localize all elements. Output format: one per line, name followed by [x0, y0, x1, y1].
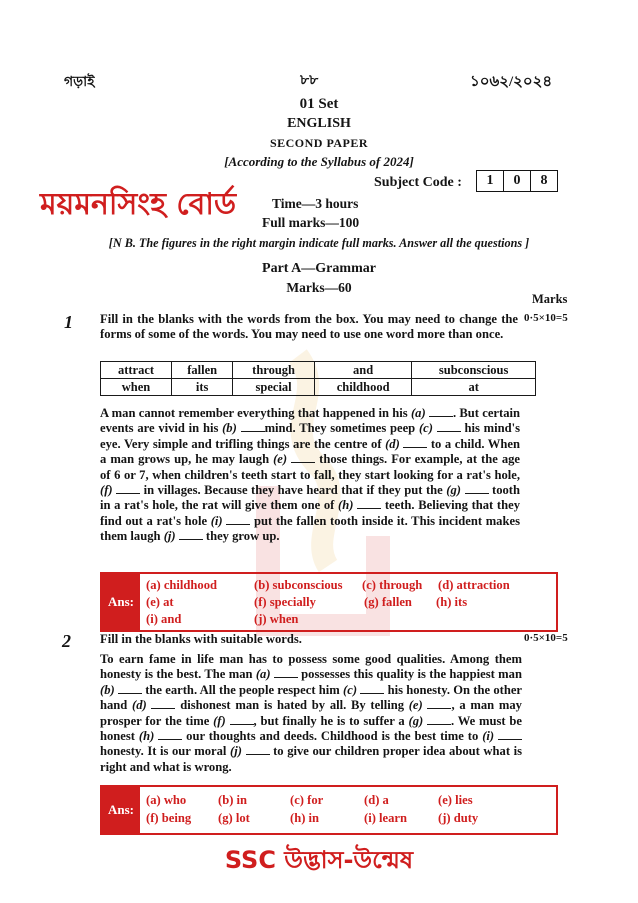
passage-text: dishonest man is hated by all. By telling: [180, 698, 404, 713]
subject-code-digit: 0: [504, 170, 531, 192]
part-title: Part A—Grammar: [262, 261, 376, 276]
passage-text: our thoughts and deeds. Childhood is the best time to: [186, 729, 479, 744]
q1-passage: [100, 406, 520, 545]
answer-item: (h) its: [436, 595, 468, 609]
passage-text: tooth in a rat's hole, the rat will give them one of: [100, 483, 521, 513]
answer-item: (d) a: [364, 793, 389, 807]
answer-item: (f) specially: [254, 595, 316, 609]
passage-text: . We must be honest: [100, 713, 522, 744]
blank-label: (j): [230, 744, 242, 759]
answer-item: (b) subconscious: [254, 578, 343, 592]
syllabus-note: [According to the Syllabus of 2024]: [224, 154, 414, 169]
blank-line: [427, 699, 451, 709]
q1-instruction: Fill in the blanks with the words from the box. You may need to change the forms of some of the words. You may need to use one word more than once.: [100, 312, 518, 342]
blank-label: (b): [100, 682, 115, 697]
q2-instruction: Fill in the blanks with suitable words.: [100, 632, 302, 646]
passage-text: in villages. Because they have heard that if they put the: [143, 483, 443, 498]
blank-line: [437, 422, 461, 432]
answer-item: (g) lot: [218, 811, 250, 825]
set-number: 01 Set: [299, 96, 339, 112]
word-box-cell: childhood: [314, 379, 411, 396]
blank-label: (d): [132, 698, 147, 713]
blank-label: (h): [138, 729, 155, 744]
word-box-cell: its: [172, 379, 233, 396]
blank-line: [179, 530, 203, 540]
marks-column-head: Marks: [532, 292, 568, 306]
subject-code-boxes: [476, 170, 558, 192]
header-left: গড়াই: [64, 75, 95, 90]
blank-line: [151, 699, 175, 709]
passage-text: . But certain events are vivid in his: [100, 406, 520, 436]
answer-item: (j) duty: [438, 811, 479, 825]
blank-label: (g): [408, 713, 424, 728]
full-marks: Full marks—100: [262, 215, 360, 230]
blank-line: [226, 515, 250, 525]
passage-text: those things. For example, at the age of 6 or 7, when children's teeth start to fall, they start looking for a rat's hole,: [100, 452, 521, 482]
passage-text: to a child. When a man grows up, he may laugh: [100, 436, 520, 467]
word-box-cell: subconscious: [412, 362, 536, 379]
q1-answer-box: [100, 572, 558, 632]
blank-line: [116, 484, 140, 494]
blank-label: (f): [213, 713, 226, 728]
subject-code-label: Subject Code :: [374, 175, 462, 190]
answer-item: (j) when: [254, 612, 299, 626]
subject-title: ENGLISH: [287, 116, 351, 131]
passage-text: his mind's eye. Very simple and trifling things are the centre of: [100, 421, 521, 451]
blank-line: [429, 407, 453, 417]
answer-item: (f) being: [146, 811, 192, 825]
passage-text: To earn fame in life man has to possess some good qualities. Among them honesty is the best. The man: [100, 652, 522, 682]
q2-passage: [100, 652, 522, 775]
blank-line: [357, 499, 381, 509]
passage-text: the earth. All the people respect him: [145, 682, 340, 697]
blank-label: (i): [210, 513, 223, 528]
passage-text: honesty. It is our moral: [100, 744, 227, 759]
word-box-row: [101, 362, 536, 379]
blank-line: [274, 668, 298, 678]
blank-label: (c): [418, 421, 433, 436]
word-box-cell: attract: [101, 362, 172, 379]
q2-answer-box: [100, 785, 558, 835]
answer-item: (i) and: [146, 612, 182, 626]
answer-item: (a) who: [146, 793, 187, 807]
question-number-2: 2: [62, 631, 71, 651]
answer-item: (i) learn: [364, 811, 408, 825]
passage-text: mind. They sometimes peep: [264, 421, 416, 436]
word-box-cell: at: [412, 379, 536, 396]
blank-line: [291, 453, 315, 463]
answer-label: Ans:: [102, 787, 140, 833]
blank-label: (h): [338, 498, 354, 513]
blank-line: [158, 730, 182, 740]
word-box-row: [101, 379, 536, 396]
blank-label: (a): [410, 406, 426, 420]
blank-label: (d): [385, 436, 400, 451]
blank-label: (b): [222, 421, 237, 436]
answer-item: (h) in: [290, 811, 320, 825]
passage-text: , a man may prosper for the time: [100, 698, 522, 728]
passage-text: , but finally he is to suffer a: [253, 713, 405, 728]
word-box: [100, 361, 536, 396]
passage-text: his honesty. On the other hand: [100, 682, 522, 713]
blank-line: [498, 730, 522, 740]
header-page-number: ৮৮: [300, 73, 319, 88]
q1-marks: 0·5×10=5: [524, 312, 568, 324]
board-name: ময়মনসিংহ বোর্ড: [40, 187, 237, 222]
answer-item: (d) attraction: [438, 578, 510, 592]
answer-item: (a) childhood: [146, 578, 218, 592]
blank-label: (e): [273, 452, 288, 467]
blank-line: [230, 715, 254, 725]
word-box-cell: special: [233, 379, 315, 396]
word-box-cell: and: [314, 362, 411, 379]
answer-item: (b) in: [218, 793, 248, 807]
answer-item: (e) at: [146, 595, 174, 609]
question-number-1: 1: [64, 312, 73, 332]
exam-time: Time—3 hours: [272, 196, 359, 211]
answer-label: Ans:: [102, 574, 140, 630]
blank-line: [118, 684, 142, 694]
blank-label: (f): [100, 483, 113, 498]
blank-label: (j): [163, 529, 176, 544]
footer-title: SSC উদ্ভাস-উন্মেষ: [224, 846, 414, 874]
blank-line: [403, 438, 427, 448]
q2-marks: 0·5×10=5: [524, 632, 568, 644]
blank-label: (i): [482, 729, 495, 744]
subject-code-digit: 1: [476, 170, 504, 192]
part-marks: Marks—60: [286, 280, 352, 295]
word-box-cell: fallen: [172, 362, 233, 379]
blank-label: (a): [255, 667, 271, 682]
blank-line: [465, 484, 489, 494]
paper-title: SECOND PAPER: [269, 136, 369, 150]
blank-line: [246, 745, 270, 755]
nb-instruction: [N B. The figures in the right margin indicate full marks. Answer all the questions ]: [108, 236, 530, 250]
passage-text: possesses this quality is the happiest man: [301, 667, 522, 682]
passage-text: they grow up.: [205, 529, 280, 544]
passage-text: A man cannot remember everything that happened in his: [100, 406, 408, 420]
blank-line: [241, 422, 265, 432]
passage-text: to give our children proper idea about what is right and what is wrong.: [100, 744, 522, 774]
answer-item: (c) for: [290, 793, 324, 807]
subject-code-digit: 8: [531, 170, 558, 192]
answer-item: (c) through: [362, 578, 423, 592]
blank-label: (c): [343, 682, 358, 697]
blank-line: [360, 684, 384, 694]
blank-label: (g): [446, 483, 461, 498]
answer-item: (g) fallen: [364, 595, 412, 609]
header-right-code: ১০৬২/২০২৪: [470, 74, 553, 90]
word-box-cell: when: [101, 379, 172, 396]
passage-text: put the fallen tooth inside it. This incident makes them laugh: [100, 513, 520, 544]
blank-label: (e): [408, 698, 423, 713]
passage-text: teeth. Believing that they find out a rat's hole: [100, 498, 521, 528]
blank-line: [427, 715, 451, 725]
answer-item: (e) lies: [438, 793, 473, 807]
word-box-cell: through: [233, 362, 315, 379]
